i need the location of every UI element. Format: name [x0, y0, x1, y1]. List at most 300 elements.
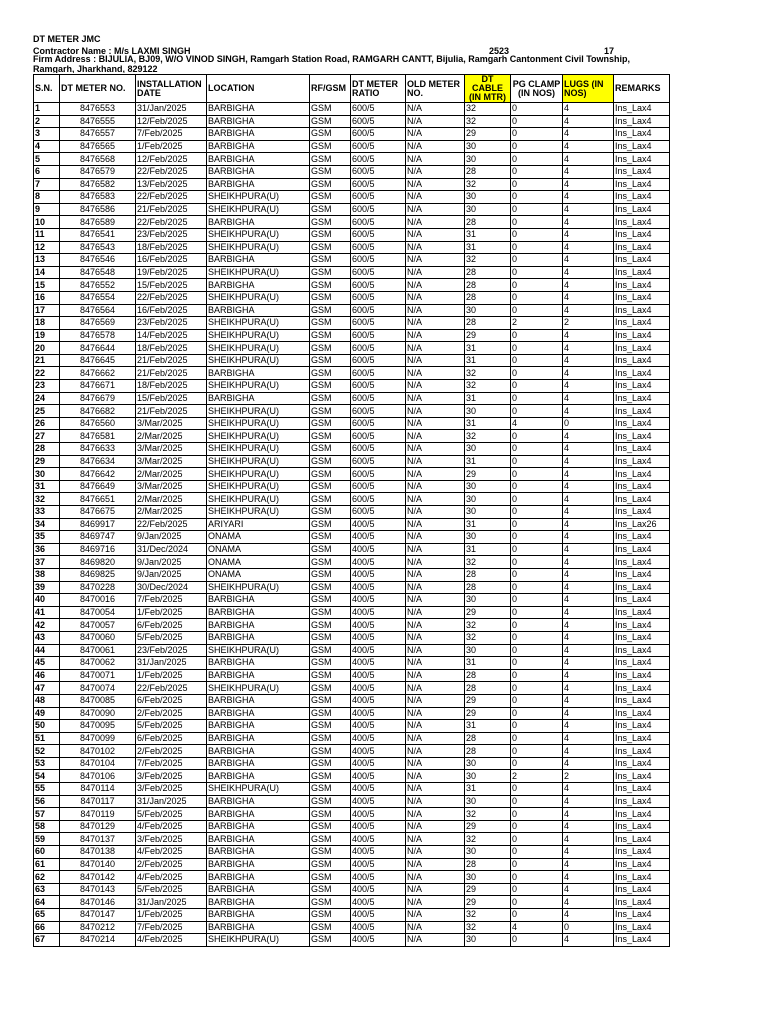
- pg-clamp-cell: 0: [511, 506, 563, 519]
- rf-cell: GSM: [310, 291, 351, 304]
- sn-cell: 11: [34, 228, 60, 241]
- date-cell: 18/Feb/2025: [136, 342, 207, 355]
- sn-cell: 28: [34, 443, 60, 456]
- date-cell: 22/Feb/2025: [136, 191, 207, 204]
- sn-cell: 51: [34, 732, 60, 745]
- date-cell: 3/Mar/2025: [136, 417, 207, 430]
- old-meter-cell: N/A: [406, 707, 465, 720]
- meter-no-cell: 8476642: [60, 468, 136, 481]
- meter-no-cell: 8476679: [60, 392, 136, 405]
- cable-cell: 31: [465, 657, 511, 670]
- lugs-cell: 4: [563, 216, 614, 229]
- location-cell: BARBIGHA: [207, 367, 310, 380]
- date-cell: 3/Mar/2025: [136, 443, 207, 456]
- cable-cell: 28: [465, 568, 511, 581]
- pg-clamp-cell: 0: [511, 128, 563, 141]
- cable-cell: 29: [465, 707, 511, 720]
- table-row: [34, 808, 670, 821]
- rf-cell: GSM: [310, 543, 351, 556]
- cable-cell: 32: [465, 430, 511, 443]
- ratio-cell: 400/5: [351, 883, 406, 896]
- rf-cell: GSM: [310, 934, 351, 947]
- cable-cell: 31: [465, 455, 511, 468]
- rf-cell: GSM: [310, 203, 351, 216]
- pg-clamp-cell: 0: [511, 354, 563, 367]
- sn-cell: 37: [34, 556, 60, 569]
- lugs-cell: 4: [563, 531, 614, 544]
- cable-cell: 32: [465, 808, 511, 821]
- sn-cell: 38: [34, 568, 60, 581]
- old-meter-cell: N/A: [406, 191, 465, 204]
- table-row: [34, 909, 670, 922]
- location-cell: BARBIGHA: [207, 745, 310, 758]
- remarks-cell: Ins_Lax4: [614, 543, 670, 556]
- old-meter-cell: N/A: [406, 178, 465, 191]
- meter-no-cell: 8476583: [60, 191, 136, 204]
- pg-clamp-cell: 0: [511, 581, 563, 594]
- table-row: [34, 480, 670, 493]
- table-row: [34, 694, 670, 707]
- sn-cell: 67: [34, 934, 60, 947]
- lugs-cell: 4: [563, 443, 614, 456]
- remarks-cell: Ins_Lax4: [614, 568, 670, 581]
- meter-no-cell: 8476662: [60, 367, 136, 380]
- rf-cell: GSM: [310, 644, 351, 657]
- meter-no-cell: 8476586: [60, 203, 136, 216]
- meter-no-cell: 8470104: [60, 757, 136, 770]
- sn-cell: 40: [34, 594, 60, 607]
- meter-no-cell: 8476560: [60, 417, 136, 430]
- old-meter-cell: N/A: [406, 115, 465, 128]
- cable-cell: 31: [465, 518, 511, 531]
- rf-cell: GSM: [310, 128, 351, 141]
- pg-clamp-cell: 0: [511, 455, 563, 468]
- ratio-cell: 400/5: [351, 568, 406, 581]
- date-cell: 1/Feb/2025: [136, 606, 207, 619]
- date-cell: 2/Feb/2025: [136, 858, 207, 871]
- lugs-cell: 4: [563, 518, 614, 531]
- location-cell: BARBIGHA: [207, 594, 310, 607]
- old-meter-cell: N/A: [406, 833, 465, 846]
- remarks-cell: Ins_Lax4: [614, 115, 670, 128]
- location-cell: BARBIGHA: [207, 165, 310, 178]
- ratio-cell: 600/5: [351, 115, 406, 128]
- date-cell: 2/Feb/2025: [136, 707, 207, 720]
- table-row: [34, 543, 670, 556]
- date-cell: 4/Feb/2025: [136, 934, 207, 947]
- lugs-cell: 4: [563, 657, 614, 670]
- remarks-cell: Ins_Lax4: [614, 783, 670, 796]
- ratio-cell: 400/5: [351, 518, 406, 531]
- old-meter-cell: N/A: [406, 266, 465, 279]
- date-cell: 6/Feb/2025: [136, 694, 207, 707]
- lugs-cell: 0: [563, 417, 614, 430]
- meter-no-cell: 8470146: [60, 896, 136, 909]
- lugs-cell: 4: [563, 783, 614, 796]
- pg-clamp-cell: 0: [511, 392, 563, 405]
- old-meter-cell: N/A: [406, 808, 465, 821]
- sn-cell: 54: [34, 770, 60, 783]
- rf-cell: GSM: [310, 669, 351, 682]
- ratio-cell: 400/5: [351, 606, 406, 619]
- pg-clamp-cell: 0: [511, 657, 563, 670]
- table-row: [34, 518, 670, 531]
- rf-cell: GSM: [310, 657, 351, 670]
- ratio-cell: 400/5: [351, 543, 406, 556]
- table-row: [34, 191, 670, 204]
- sn-cell: 29: [34, 455, 60, 468]
- lugs-cell: 4: [563, 896, 614, 909]
- sn-cell: 42: [34, 619, 60, 632]
- pg-clamp-cell: 0: [511, 556, 563, 569]
- meter-no-cell: 8476569: [60, 317, 136, 330]
- old-meter-cell: N/A: [406, 367, 465, 380]
- location-cell: BARBIGHA: [207, 833, 310, 846]
- rf-cell: GSM: [310, 682, 351, 695]
- meter-no-cell: 8470085: [60, 694, 136, 707]
- ratio-cell: 400/5: [351, 669, 406, 682]
- remarks-cell: Ins_Lax4: [614, 934, 670, 947]
- date-cell: 7/Feb/2025: [136, 921, 207, 934]
- cable-cell: 32: [465, 921, 511, 934]
- lugs-cell: 4: [563, 846, 614, 859]
- location-cell: SHEIKHPURA(U): [207, 644, 310, 657]
- cable-cell: 30: [465, 934, 511, 947]
- ratio-cell: 400/5: [351, 581, 406, 594]
- sn-cell: 39: [34, 581, 60, 594]
- cable-cell: 31: [465, 783, 511, 796]
- date-cell: 7/Feb/2025: [136, 594, 207, 607]
- remarks-cell: Ins_Lax4: [614, 153, 670, 166]
- meter-no-cell: 8470016: [60, 594, 136, 607]
- sn-cell: 33: [34, 506, 60, 519]
- ratio-cell: 400/5: [351, 619, 406, 632]
- lugs-cell: 4: [563, 153, 614, 166]
- pg-clamp-cell: 0: [511, 720, 563, 733]
- sn-cell: 61: [34, 858, 60, 871]
- date-cell: 18/Feb/2025: [136, 241, 207, 254]
- remarks-cell: Ins_Lax4: [614, 619, 670, 632]
- old-meter-cell: N/A: [406, 594, 465, 607]
- remarks-cell: Ins_Lax4: [614, 266, 670, 279]
- pg-clamp-cell: 0: [511, 266, 563, 279]
- lugs-cell: 4: [563, 241, 614, 254]
- ratio-cell: 600/5: [351, 228, 406, 241]
- sn-cell: 35: [34, 531, 60, 544]
- location-cell: SHEIKHPURA(U): [207, 291, 310, 304]
- ratio-cell: 400/5: [351, 694, 406, 707]
- location-cell: ONAMA: [207, 556, 310, 569]
- location-cell: BARBIGHA: [207, 392, 310, 405]
- pg-clamp-cell: 0: [511, 430, 563, 443]
- table-row: [34, 531, 670, 544]
- col-header-dt-cable: DT CABLE (IN MTR): [465, 75, 511, 103]
- pg-clamp-cell: 0: [511, 619, 563, 632]
- remarks-cell: Ins_Lax4: [614, 770, 670, 783]
- remarks-cell: Ins_Lax26: [614, 518, 670, 531]
- location-cell: BARBIGHA: [207, 871, 310, 884]
- table-row: [34, 279, 670, 292]
- remarks-cell: Ins_Lax4: [614, 833, 670, 846]
- sn-cell: 58: [34, 820, 60, 833]
- remarks-cell: Ins_Lax4: [614, 430, 670, 443]
- sn-cell: 4: [34, 140, 60, 153]
- cable-cell: 31: [465, 354, 511, 367]
- remarks-cell: Ins_Lax4: [614, 556, 670, 569]
- rf-cell: GSM: [310, 153, 351, 166]
- ratio-cell: 600/5: [351, 430, 406, 443]
- location-cell: SHEIKHPURA(U): [207, 417, 310, 430]
- pg-clamp-cell: 0: [511, 846, 563, 859]
- ratio-cell: 600/5: [351, 103, 406, 116]
- ratio-cell: 600/5: [351, 304, 406, 317]
- cable-cell: 28: [465, 669, 511, 682]
- table-row: [34, 858, 670, 871]
- old-meter-cell: N/A: [406, 732, 465, 745]
- cable-cell: 30: [465, 493, 511, 506]
- cable-cell: 29: [465, 883, 511, 896]
- date-cell: 30/Dec/2024: [136, 581, 207, 594]
- date-cell: 31/Dec/2024: [136, 543, 207, 556]
- old-meter-cell: N/A: [406, 430, 465, 443]
- pg-clamp-cell: 0: [511, 241, 563, 254]
- date-cell: 1/Feb/2025: [136, 140, 207, 153]
- remarks-cell: Ins_Lax4: [614, 858, 670, 871]
- lugs-cell: 4: [563, 367, 614, 380]
- location-cell: BARBIGHA: [207, 846, 310, 859]
- remarks-cell: Ins_Lax4: [614, 757, 670, 770]
- cable-cell: 31: [465, 342, 511, 355]
- rf-cell: GSM: [310, 165, 351, 178]
- lugs-cell: 4: [563, 669, 614, 682]
- table-row: [34, 619, 670, 632]
- cable-cell: 28: [465, 266, 511, 279]
- table-row: [34, 657, 670, 670]
- old-meter-cell: N/A: [406, 140, 465, 153]
- cable-cell: 31: [465, 228, 511, 241]
- rf-cell: GSM: [310, 443, 351, 456]
- location-cell: BARBIGHA: [207, 732, 310, 745]
- rf-cell: GSM: [310, 304, 351, 317]
- sn-cell: 49: [34, 707, 60, 720]
- old-meter-cell: N/A: [406, 203, 465, 216]
- lugs-cell: 4: [563, 934, 614, 947]
- remarks-cell: Ins_Lax4: [614, 254, 670, 267]
- table-row: [34, 770, 670, 783]
- table-row: [34, 896, 670, 909]
- meter-no-cell: 8476671: [60, 380, 136, 393]
- sn-cell: 14: [34, 266, 60, 279]
- rf-cell: GSM: [310, 808, 351, 821]
- sn-cell: 57: [34, 808, 60, 821]
- table-row: [34, 707, 670, 720]
- cable-cell: 30: [465, 770, 511, 783]
- old-meter-cell: N/A: [406, 543, 465, 556]
- pg-clamp-cell: 0: [511, 279, 563, 292]
- table-row: [34, 883, 670, 896]
- cable-cell: 28: [465, 581, 511, 594]
- remarks-cell: Ins_Lax4: [614, 191, 670, 204]
- meter-no-cell: 8476644: [60, 342, 136, 355]
- date-cell: 16/Feb/2025: [136, 254, 207, 267]
- remarks-cell: Ins_Lax4: [614, 317, 670, 330]
- ratio-cell: 400/5: [351, 858, 406, 871]
- meter-no-cell: 8470060: [60, 631, 136, 644]
- location-cell: BARBIGHA: [207, 631, 310, 644]
- location-cell: BARBIGHA: [207, 770, 310, 783]
- rf-cell: GSM: [310, 266, 351, 279]
- remarks-cell: Ins_Lax4: [614, 128, 670, 141]
- pg-clamp-cell: 0: [511, 531, 563, 544]
- pg-clamp-cell: 0: [511, 304, 563, 317]
- col-header-meter-no: DT METER NO.: [60, 75, 136, 103]
- rf-cell: GSM: [310, 720, 351, 733]
- ratio-cell: 400/5: [351, 808, 406, 821]
- ratio-cell: 600/5: [351, 128, 406, 141]
- lugs-cell: 4: [563, 430, 614, 443]
- sn-cell: 56: [34, 795, 60, 808]
- location-cell: SHEIKHPURA(U): [207, 682, 310, 695]
- ratio-cell: 400/5: [351, 657, 406, 670]
- old-meter-cell: N/A: [406, 531, 465, 544]
- old-meter-cell: N/A: [406, 480, 465, 493]
- ratio-cell: 400/5: [351, 846, 406, 859]
- date-cell: 23/Feb/2025: [136, 228, 207, 241]
- old-meter-cell: N/A: [406, 354, 465, 367]
- location-cell: SHEIKHPURA(U): [207, 783, 310, 796]
- date-cell: 1/Feb/2025: [136, 909, 207, 922]
- location-cell: BARBIGHA: [207, 140, 310, 153]
- meter-no-cell: 8470140: [60, 858, 136, 871]
- sn-cell: 19: [34, 329, 60, 342]
- meter-no-cell: 8476633: [60, 443, 136, 456]
- meter-no-cell: 8476579: [60, 165, 136, 178]
- old-meter-cell: N/A: [406, 254, 465, 267]
- old-meter-cell: N/A: [406, 455, 465, 468]
- date-cell: 31/Jan/2025: [136, 103, 207, 116]
- lugs-cell: 4: [563, 833, 614, 846]
- ratio-cell: 400/5: [351, 682, 406, 695]
- rf-cell: GSM: [310, 178, 351, 191]
- location-cell: BARBIGHA: [207, 921, 310, 934]
- date-cell: 31/Jan/2025: [136, 657, 207, 670]
- old-meter-cell: N/A: [406, 468, 465, 481]
- cable-cell: 31: [465, 392, 511, 405]
- location-cell: BARBIGHA: [207, 808, 310, 821]
- sn-cell: 48: [34, 694, 60, 707]
- old-meter-cell: N/A: [406, 644, 465, 657]
- remarks-cell: Ins_Lax4: [614, 405, 670, 418]
- meter-no-cell: 8469917: [60, 518, 136, 531]
- date-cell: 15/Feb/2025: [136, 392, 207, 405]
- location-cell: BARBIGHA: [207, 128, 310, 141]
- meter-no-cell: 8470138: [60, 846, 136, 859]
- cable-cell: 28: [465, 165, 511, 178]
- table-row: [34, 669, 670, 682]
- rf-cell: GSM: [310, 732, 351, 745]
- table-row: [34, 254, 670, 267]
- location-cell: BARBIGHA: [207, 720, 310, 733]
- table-row: [34, 921, 670, 934]
- meter-no-cell: 8470074: [60, 682, 136, 695]
- lugs-cell: 4: [563, 732, 614, 745]
- location-cell: SHEIKHPURA(U): [207, 342, 310, 355]
- cable-cell: 30: [465, 506, 511, 519]
- ratio-cell: 600/5: [351, 380, 406, 393]
- date-cell: 7/Feb/2025: [136, 757, 207, 770]
- lugs-cell: 4: [563, 254, 614, 267]
- remarks-cell: Ins_Lax4: [614, 644, 670, 657]
- old-meter-cell: N/A: [406, 757, 465, 770]
- remarks-cell: Ins_Lax4: [614, 707, 670, 720]
- old-meter-cell: N/A: [406, 783, 465, 796]
- table-row: [34, 165, 670, 178]
- old-meter-cell: N/A: [406, 128, 465, 141]
- cable-cell: 29: [465, 468, 511, 481]
- date-cell: 7/Feb/2025: [136, 128, 207, 141]
- pg-clamp-cell: 0: [511, 518, 563, 531]
- cable-cell: 28: [465, 317, 511, 330]
- lugs-cell: 4: [563, 619, 614, 632]
- sn-cell: 22: [34, 367, 60, 380]
- date-cell: 22/Feb/2025: [136, 291, 207, 304]
- meter-no-cell: 8476568: [60, 153, 136, 166]
- old-meter-cell: N/A: [406, 443, 465, 456]
- sn-cell: 8: [34, 191, 60, 204]
- ratio-cell: 600/5: [351, 480, 406, 493]
- ratio-cell: 600/5: [351, 216, 406, 229]
- sn-cell: 36: [34, 543, 60, 556]
- rf-cell: GSM: [310, 279, 351, 292]
- meter-no-cell: 8469747: [60, 531, 136, 544]
- remarks-cell: Ins_Lax4: [614, 455, 670, 468]
- cable-cell: 29: [465, 694, 511, 707]
- col-header-remarks: REMARKS: [614, 75, 670, 103]
- remarks-cell: Ins_Lax4: [614, 682, 670, 695]
- pg-clamp-cell: 4: [511, 417, 563, 430]
- table-row: [34, 682, 670, 695]
- sn-cell: 55: [34, 783, 60, 796]
- rf-cell: GSM: [310, 241, 351, 254]
- cable-cell: 32: [465, 103, 511, 116]
- pg-clamp-cell: 0: [511, 165, 563, 178]
- remarks-cell: Ins_Lax4: [614, 342, 670, 355]
- cable-cell: 28: [465, 291, 511, 304]
- table-row: [34, 581, 670, 594]
- table-row: [34, 631, 670, 644]
- pg-clamp-cell: 0: [511, 254, 563, 267]
- date-cell: 15/Feb/2025: [136, 279, 207, 292]
- cable-cell: 30: [465, 480, 511, 493]
- date-cell: 4/Feb/2025: [136, 820, 207, 833]
- date-cell: 2/Feb/2025: [136, 745, 207, 758]
- old-meter-cell: N/A: [406, 606, 465, 619]
- location-cell: BARBIGHA: [207, 115, 310, 128]
- lugs-cell: 4: [563, 707, 614, 720]
- old-meter-cell: N/A: [406, 279, 465, 292]
- remarks-cell: Ins_Lax4: [614, 631, 670, 644]
- table-row: [34, 342, 670, 355]
- rf-cell: GSM: [310, 518, 351, 531]
- table-row: [34, 455, 670, 468]
- location-cell: BARBIGHA: [207, 279, 310, 292]
- pg-clamp-cell: 0: [511, 694, 563, 707]
- location-cell: ARIYARI: [207, 518, 310, 531]
- pg-clamp-cell: 2: [511, 770, 563, 783]
- cable-cell: 28: [465, 279, 511, 292]
- lugs-cell: 2: [563, 770, 614, 783]
- remarks-cell: Ins_Lax4: [614, 921, 670, 934]
